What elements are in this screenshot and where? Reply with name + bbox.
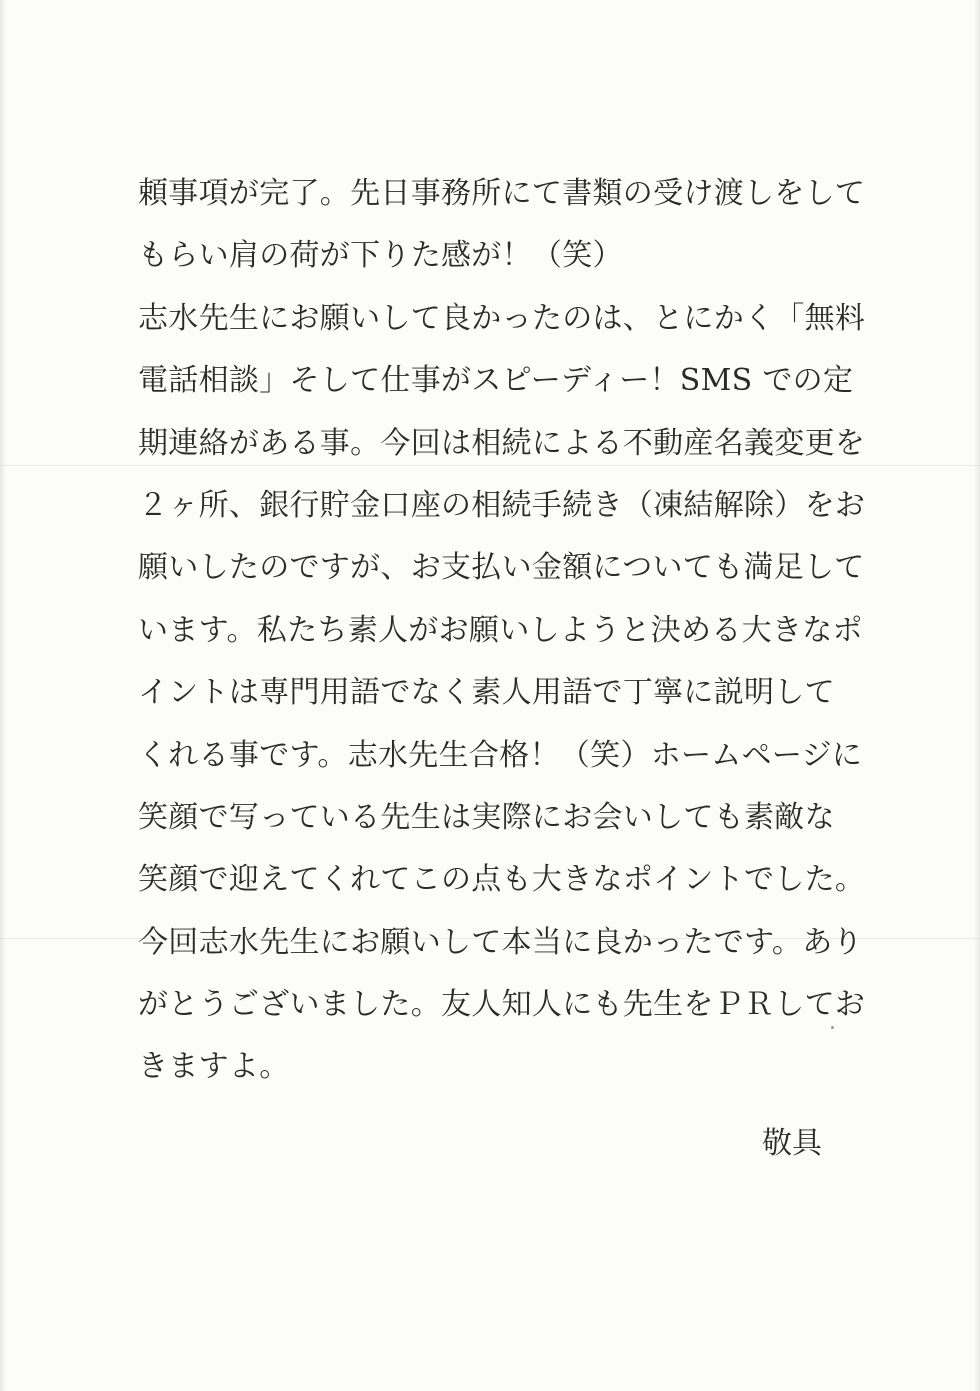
letter-line: ２ヶ所、銀行貯金口座の相続手続き（凍結解除）をお [138, 487, 866, 523]
scan-edge-left [0, 0, 6, 1391]
paper-speck [831, 1026, 834, 1029]
letter-line: います。私たち素人がお願いしようと決める大きなポ [138, 612, 863, 648]
letter-line: 期連絡がある事。今回は相続による不動産名義変更を [138, 425, 866, 461]
letter-line: がとうございました。友人知人にも先生をＰＲしてお [138, 987, 866, 1023]
letter-line: きますよ。 [138, 1049, 290, 1085]
letter-line: イントは専門用語でなく素人用語で丁寧に説明して [138, 675, 835, 711]
letter-body [138, 163, 866, 1099]
letter-line: 願いしたのですが、お支払い金額についても満足して [138, 550, 865, 586]
letter-line: くれる事です。志水先生合格！（笑）ホームページに [138, 737, 863, 773]
letter-line: 志水先生にお願いして良かったのは、とにかく「無料 [138, 300, 866, 336]
scan-edge-right [974, 0, 980, 1391]
letter-line: 今回志水先生にお願いして本当に良かったです。あり [138, 924, 863, 960]
letter-line: 電話相談」そして仕事がスピーディー！SMS での定 [138, 363, 854, 399]
letter-line: 笑顔で写っている先生は実際にお会いしても素敵な [138, 799, 835, 835]
letter-line: もらい肩の荷が下りた感が！（笑） [138, 238, 623, 274]
closing-salutation: 敬具 [762, 1126, 822, 1161]
letter-line: 頼事項が完了。先日事務所にて書類の受け渡しをして [138, 176, 866, 211]
letter-line: 笑顔で迎えてくれてこの点も大きなポイントでした。 [138, 862, 866, 898]
